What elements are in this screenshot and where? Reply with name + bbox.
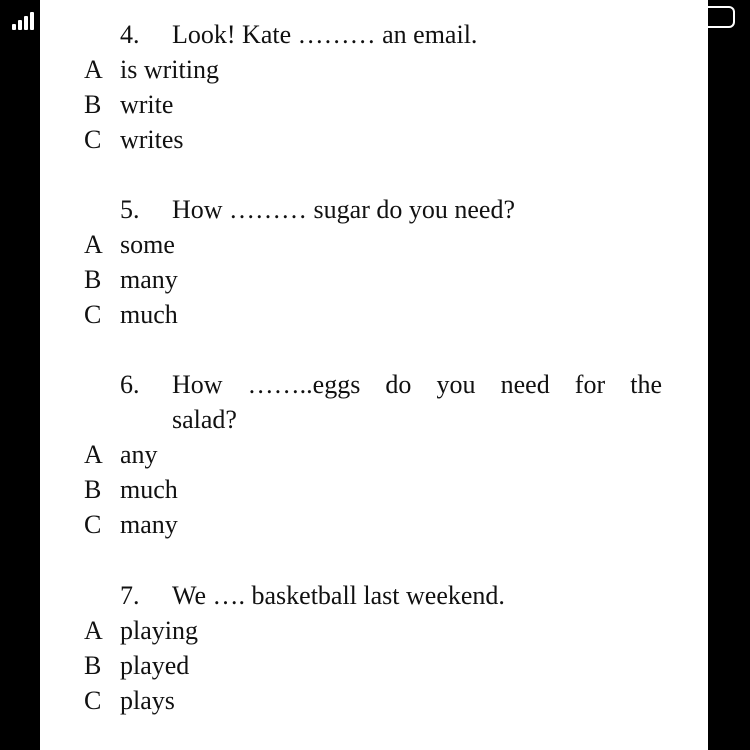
question-text: We …. basketball last weekend. <box>172 581 505 610</box>
question-text: Look! Kate ……… an email. <box>172 20 478 49</box>
option-letter: B <box>84 475 102 504</box>
option-letter: C <box>84 686 102 715</box>
option-text: much <box>120 475 178 504</box>
option-letter: A <box>84 440 103 469</box>
option-letter: B <box>84 651 102 680</box>
option-text: is writing <box>120 55 219 84</box>
option-letter: A <box>84 616 103 645</box>
question-line-continued <box>40 402 708 437</box>
question-number: 6. <box>120 370 140 399</box>
question-line <box>40 17 708 52</box>
question-text: How ……..eggs do you need for the <box>172 370 662 399</box>
option-c[interactable] <box>40 122 708 157</box>
option-text: many <box>120 265 178 294</box>
question-line <box>40 367 708 402</box>
question-text: How ……… sugar do you need? <box>172 195 515 224</box>
option-letter: B <box>84 90 102 119</box>
option-letter: B <box>84 265 102 294</box>
option-text: playing <box>120 616 198 645</box>
option-letter: C <box>84 510 102 539</box>
question-5 <box>40 192 708 332</box>
option-text: write <box>120 90 174 119</box>
option-b[interactable] <box>40 262 708 297</box>
option-b[interactable] <box>40 648 708 683</box>
question-4 <box>40 17 708 157</box>
option-text: much <box>120 300 178 329</box>
option-b[interactable] <box>40 472 708 507</box>
option-letter: A <box>84 230 103 259</box>
battery-icon <box>707 6 735 28</box>
option-a[interactable] <box>40 227 708 262</box>
option-c[interactable] <box>40 683 708 718</box>
option-text: any <box>120 440 158 469</box>
question-text-continued: salad? <box>172 405 237 434</box>
option-b[interactable] <box>40 87 708 122</box>
option-c[interactable] <box>40 507 708 542</box>
question-7 <box>40 578 708 718</box>
question-line <box>40 192 708 227</box>
question-number: 7. <box>120 581 140 610</box>
question-number: 4. <box>120 20 140 49</box>
worksheet-page <box>40 0 708 750</box>
question-6 <box>40 367 708 542</box>
question-number: 5. <box>120 195 140 224</box>
signal-strength-icon <box>12 10 38 30</box>
option-text: played <box>120 651 190 680</box>
question-line <box>40 578 708 613</box>
option-text: writes <box>120 125 184 154</box>
option-letter: A <box>84 55 103 84</box>
option-c[interactable] <box>40 297 708 332</box>
option-a[interactable] <box>40 52 708 87</box>
option-letter: C <box>84 125 102 154</box>
option-text: many <box>120 510 178 539</box>
option-text: plays <box>120 686 175 715</box>
option-text: some <box>120 230 175 259</box>
option-a[interactable] <box>40 613 708 648</box>
option-a[interactable] <box>40 437 708 472</box>
option-letter: C <box>84 300 102 329</box>
